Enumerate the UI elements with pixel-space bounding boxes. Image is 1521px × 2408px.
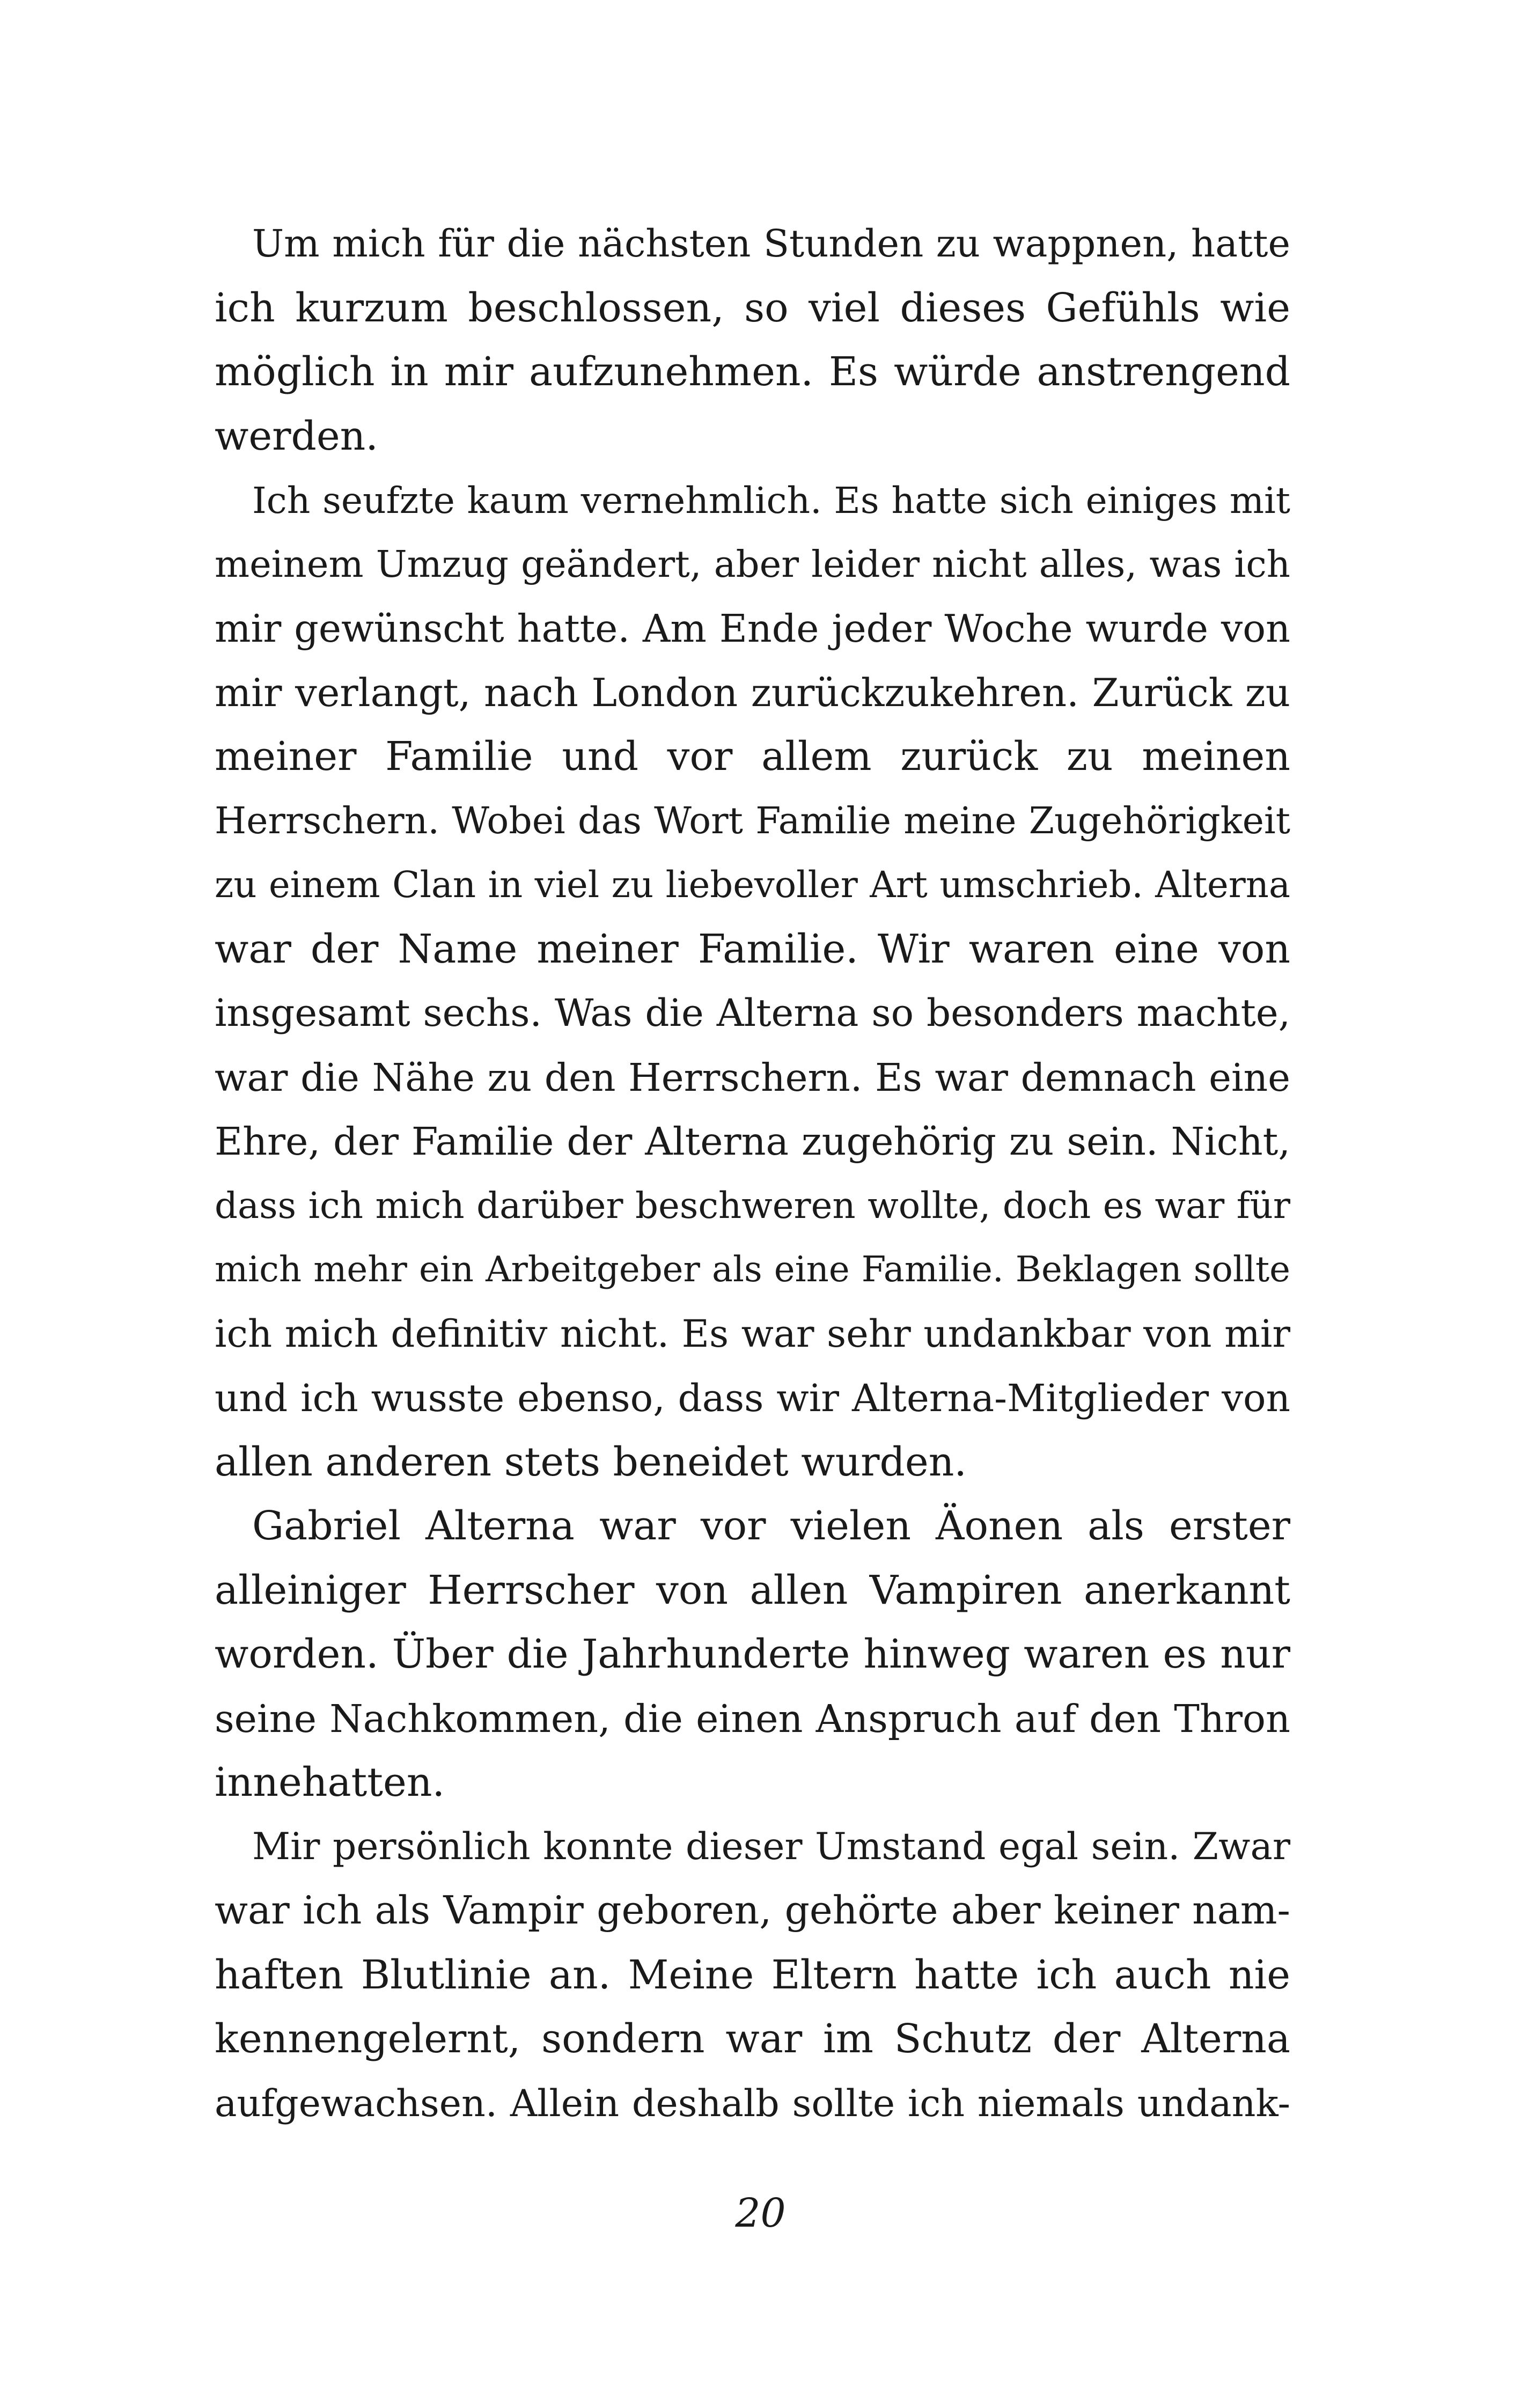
text-line: insgesamt sechs. Was die Alterna so besonders machte, bbox=[215, 991, 1290, 1035]
text-line: zu einem Clan in viel zu liebevoller Art umschrieb. Alterna bbox=[215, 864, 1290, 906]
text-line: Um mich für die nächsten Stunden zu wappnen, hatte bbox=[252, 222, 1290, 266]
text-line: und ich wusste ebenso, dass wir Alterna-Mitglieder von bbox=[215, 1376, 1290, 1420]
text-line: kennengelernt, sondern war im Schutz der Alterna bbox=[215, 2016, 1290, 2062]
text-line: mir gewünscht hatte. Am Ende jeder Woche wurde von bbox=[215, 606, 1290, 651]
text-line: war ich als Vampir geboren, gehörte aber keiner nam- bbox=[215, 1888, 1290, 1933]
text-line: allen anderen stets beneidet wurden. bbox=[215, 1438, 967, 1485]
text-line: Mir persönlich konnte dieser Umstand egal sein. Zwar bbox=[252, 1825, 1290, 1868]
text-line: alleiniger Herrscher von allen Vampiren anerkannt bbox=[215, 1567, 1290, 1613]
paragraph-2 bbox=[215, 468, 1290, 1494]
text-line: ich mich definitiv nicht. Es war sehr undankbar von mir bbox=[215, 1311, 1290, 1356]
paragraph-3 bbox=[215, 1494, 1290, 1815]
text-line: war der Name meiner Familie. Wir waren eine von bbox=[215, 926, 1290, 972]
page-number: 20 bbox=[735, 2190, 786, 2236]
text-line: haften Blutlinie an. Meine Eltern hatte ich auch nie bbox=[215, 1951, 1290, 1998]
text-line: worden. Über die Jahrhunderte hinweg waren es nur bbox=[215, 1631, 1290, 1677]
body-text bbox=[215, 212, 1290, 2135]
paragraph-1 bbox=[215, 212, 1290, 468]
text-line: Gabriel Alterna war vor vielen Äonen als erster bbox=[252, 1503, 1290, 1549]
text-line: ich kurzum beschlossen, so viel dieses Gefühls wie bbox=[215, 284, 1290, 331]
text-line: möglich in mir aufzunehmen. Es würde anstrengend bbox=[215, 349, 1290, 395]
text-line: mich mehr ein Arbeitgeber als eine Familie. Beklagen sollte bbox=[215, 1249, 1290, 1290]
text-line: Ehre, der Familie der Alterna zugehörig zu sein. Nicht, bbox=[215, 1119, 1290, 1164]
text-line: meinem Umzug geändert, aber leider nicht alles, was ich bbox=[215, 542, 1290, 586]
text-line: war die Nähe zu den Herrschern. Es war demnach eine bbox=[215, 1055, 1290, 1100]
text-line: innehatten. bbox=[215, 1759, 445, 1805]
text-line: meiner Familie und vor allem zurück zu meinen bbox=[215, 733, 1290, 780]
text-line: aufgewachsen. Allein deshalb sollte ich niemals undank- bbox=[215, 2081, 1290, 2125]
text-line: werden. bbox=[215, 413, 378, 459]
text-line: dass ich mich darüber beschweren wollte, doch es war für bbox=[215, 1184, 1290, 1227]
text-line: Herrschern. Wobei das Wort Familie meine Zugehörigkeit bbox=[215, 799, 1290, 842]
text-line: Ich seufzte kaum vernehmlich. Es hatte sich einiges mit bbox=[252, 479, 1290, 522]
paragraph-4 bbox=[215, 1815, 1290, 2136]
text-line: mir verlangt, nach London zurückzukehren. Zurück zu bbox=[215, 670, 1290, 715]
text-line: seine Nachkommen, die einen Anspruch auf den Thron bbox=[215, 1696, 1290, 1741]
